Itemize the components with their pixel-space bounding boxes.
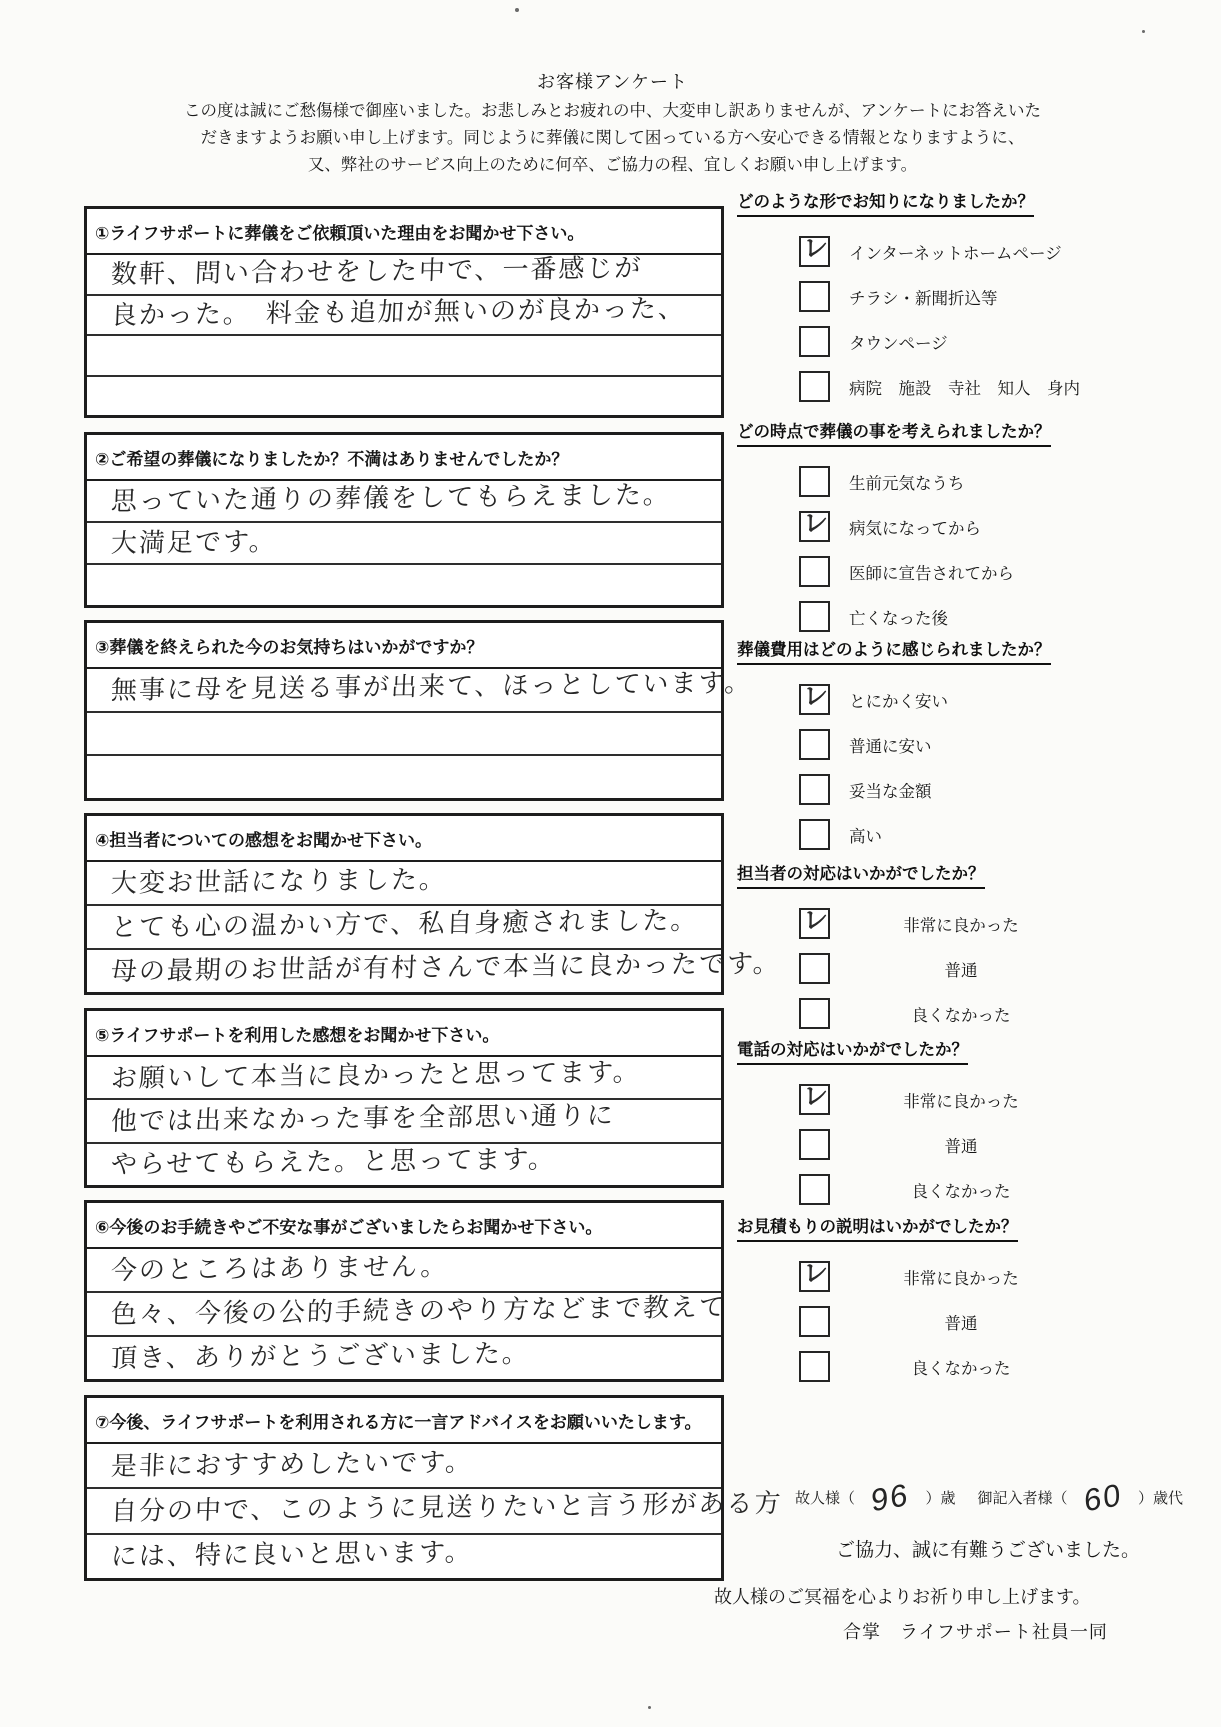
group-3-title: 葬儀費用はどのように感じられましたか？ bbox=[737, 636, 1051, 665]
deceased-age-prefix: 故人様（ bbox=[795, 1489, 856, 1507]
group-1-title: どのような形でお知りになりましたか？ bbox=[737, 188, 1034, 217]
question-box-4 bbox=[84, 813, 782, 995]
handwritten-answer: 色々、今後の公的手続きのやり方などまで教えて bbox=[110, 1291, 728, 1330]
page-title: お客様アンケート bbox=[537, 72, 688, 92]
thanks-message: ご協力、誠に有難うございました。 bbox=[836, 1540, 1141, 1561]
survey-group-how-did-you-learn bbox=[737, 188, 1147, 409]
question-box-2 bbox=[84, 432, 724, 608]
question-3-answer-row-2 bbox=[87, 711, 721, 755]
writer-age-prefix: 御記入者様（ bbox=[977, 1489, 1068, 1507]
checkbox-checked[interactable] bbox=[799, 232, 830, 267]
option-label: 亡くなった後 bbox=[849, 609, 948, 628]
option-label: インターネットホームページ bbox=[849, 244, 1062, 263]
option-label: チラシ・新聞折込等 bbox=[849, 289, 998, 308]
option-row bbox=[737, 549, 1147, 594]
question-4-answer-row-1 bbox=[87, 862, 721, 904]
option-label: 良くなかった bbox=[911, 1182, 1011, 1201]
group-2-title: どの時点で葬儀の事を考えられましたか？ bbox=[737, 418, 1051, 447]
handwritten-answer: 良かった。 料金も追加が無いのが良かった、 bbox=[110, 292, 687, 330]
question-7-label: ⑦今後、ライフサポートを利用される方に一言アドバイスをお願いいたします。 bbox=[87, 1398, 721, 1444]
option-row bbox=[737, 504, 1147, 549]
option-label: 良くなかった bbox=[911, 1006, 1011, 1025]
writer-age-suffix: ）歳代 bbox=[1138, 1489, 1184, 1507]
checkbox[interactable] bbox=[799, 1306, 830, 1337]
option-label: 非常に良かった bbox=[903, 1092, 1019, 1111]
checkbox[interactable] bbox=[799, 819, 830, 850]
option-label: 非常に良かった bbox=[903, 1269, 1019, 1288]
option-label: 生前元気なうち bbox=[849, 474, 965, 493]
handwritten-answer: やらせてもらえた。と思ってます。 bbox=[110, 1143, 557, 1180]
checkbox[interactable] bbox=[799, 953, 830, 984]
handwritten-answer: 頂き、ありがとうございました。 bbox=[110, 1337, 531, 1374]
question-6-answer-row-3 bbox=[87, 1335, 721, 1379]
question-5-answer-row-3 bbox=[87, 1142, 721, 1185]
scan-speck bbox=[1142, 30, 1145, 33]
handwritten-answer: 無事に母を見送る事が出来て、ほっとしています。 bbox=[110, 666, 753, 705]
question-7-answer-row-3 bbox=[87, 1533, 721, 1578]
checkbox[interactable] bbox=[799, 326, 830, 357]
question-2-answer-row-3 bbox=[87, 563, 721, 605]
question-4-label: ④担当者についての感想をお聞かせ下さい。 bbox=[87, 816, 721, 862]
option-label: タウンページ bbox=[849, 334, 948, 353]
checkbox-checked[interactable] bbox=[799, 680, 830, 715]
condolence-message: 故人様のご冥福を心よりお祈り申し上げます。 bbox=[714, 1587, 1091, 1607]
handwritten-answer: 数軒、問い合わせをした中で、一番感じが bbox=[110, 252, 644, 290]
intro-line-3: 又、弊社のサービス向上のために何卒、ご協力の程、宜しくお願い申し上げます。 bbox=[307, 156, 918, 174]
intro-paragraph bbox=[0, 98, 1221, 179]
question-1-answer-row-4 bbox=[87, 375, 721, 416]
checkbox[interactable] bbox=[799, 556, 830, 587]
scan-speck bbox=[648, 1706, 651, 1709]
check-mark: レ bbox=[803, 1080, 828, 1112]
option-label: 妥当な金額 bbox=[849, 782, 932, 801]
checkbox[interactable] bbox=[799, 774, 830, 805]
group-4-title: 担当者の対応はいかがでしたか？ bbox=[737, 860, 985, 889]
question-box-6 bbox=[84, 1200, 728, 1382]
question-2-label: ②ご希望の葬儀になりましたか？不満はありませんでしたか？ bbox=[87, 435, 721, 481]
survey-group-staff-response bbox=[737, 860, 1147, 1036]
handwritten-answer: 母の最期のお世話が有村さんで本当に良かったです。 bbox=[110, 947, 782, 987]
check-mark: レ bbox=[803, 232, 828, 264]
option-row bbox=[737, 459, 1147, 504]
handwritten-answer: 大満足です。 bbox=[110, 525, 278, 559]
survey-group-cost-impression bbox=[737, 636, 1147, 857]
option-row bbox=[737, 594, 1147, 639]
survey-group-estimate-explanation bbox=[737, 1213, 1147, 1389]
option-label: 普通 bbox=[944, 961, 978, 980]
option-row bbox=[737, 1344, 1147, 1389]
handwritten-answer: 他では出来なかった事を全部思い通りに bbox=[110, 1099, 616, 1136]
question-1-label: ①ライフサポートに葬儀をご依頼頂いた理由をお聞かせ下さい。 bbox=[87, 209, 721, 255]
checkbox-checked[interactable] bbox=[799, 1080, 830, 1115]
option-row bbox=[737, 1167, 1147, 1212]
option-label: 病気になってから bbox=[849, 519, 981, 538]
check-mark: レ bbox=[803, 507, 828, 539]
question-box-7 bbox=[84, 1395, 784, 1581]
check-mark: レ bbox=[803, 904, 828, 936]
option-row bbox=[737, 677, 1147, 722]
option-row bbox=[737, 274, 1147, 319]
option-row bbox=[737, 1122, 1147, 1167]
checkbox[interactable] bbox=[799, 281, 830, 312]
option-label: 普通に安い bbox=[849, 737, 932, 756]
option-row bbox=[737, 901, 1147, 946]
option-row bbox=[737, 991, 1147, 1036]
option-label: 高い bbox=[849, 827, 882, 846]
checkbox[interactable] bbox=[799, 601, 830, 632]
checkbox-checked[interactable] bbox=[799, 507, 830, 542]
question-2-answer-row-2 bbox=[87, 521, 721, 563]
handwritten-answer: お願いして本当に良かったと思ってます。 bbox=[110, 1056, 642, 1093]
option-row bbox=[737, 722, 1147, 767]
question-3-answer-row-1 bbox=[87, 666, 753, 711]
option-label: 医師に宣告されてから bbox=[849, 564, 1014, 583]
handwritten-answer: 思っていた通りの葬儀をしてもらえました。 bbox=[110, 479, 672, 517]
group-6-title: お見積もりの説明はいかがでしたか？ bbox=[737, 1213, 1018, 1242]
company-signature: 合掌 ライフサポート社員一同 bbox=[843, 1622, 1108, 1642]
option-row bbox=[737, 946, 1147, 991]
age-line bbox=[795, 1476, 1183, 1518]
question-6-answer-row-1 bbox=[87, 1249, 721, 1291]
checkbox-checked[interactable] bbox=[799, 1257, 830, 1292]
question-box-3 bbox=[84, 620, 753, 801]
intro-line-2: だきますようお願い申し上げます。同じように葬儀に関して困っている方へ安心できる情報となりますように、 bbox=[200, 129, 1025, 147]
option-label: 普通 bbox=[944, 1314, 978, 1333]
writer-age-handwritten: 60 bbox=[1083, 1475, 1123, 1519]
question-1-answer-row-3 bbox=[87, 334, 721, 375]
question-6-answer-row-2 bbox=[87, 1291, 728, 1335]
option-label: とにかく安い bbox=[849, 692, 948, 711]
question-5-answer-row-2 bbox=[87, 1098, 721, 1141]
deceased-age-handwritten: 96 bbox=[870, 1475, 910, 1519]
question-5-answer-row-1 bbox=[87, 1057, 721, 1098]
checkbox[interactable] bbox=[799, 371, 830, 402]
handwritten-answer: 自分の中で、このように見送りたいと言う形がある方 bbox=[110, 1487, 784, 1526]
handwritten-answer: 今のところはありません。 bbox=[110, 1250, 450, 1286]
option-row bbox=[737, 364, 1147, 409]
question-1-answer-row-1 bbox=[87, 252, 721, 294]
question-box-1 bbox=[84, 206, 724, 418]
question-box-5 bbox=[84, 1008, 724, 1188]
option-row bbox=[737, 767, 1147, 812]
deceased-age-suffix: ）歳 bbox=[925, 1489, 956, 1507]
option-label: 病院 施設 寺社 知人 身内 bbox=[849, 379, 1080, 398]
question-6-label: ⑥今後のお手続きやご不安な事がございましたらお聞かせ下さい。 bbox=[87, 1203, 721, 1249]
option-row bbox=[737, 1077, 1147, 1122]
checkbox[interactable] bbox=[799, 1174, 830, 1205]
checkbox[interactable] bbox=[799, 998, 830, 1029]
survey-group-when-considered bbox=[737, 418, 1147, 639]
question-4-answer-row-3 bbox=[87, 947, 782, 992]
survey-group-phone-response bbox=[737, 1036, 1147, 1212]
question-7-answer-row-1 bbox=[87, 1444, 721, 1487]
checkbox[interactable] bbox=[799, 466, 830, 497]
option-row bbox=[737, 812, 1147, 857]
handwritten-answer: 大変お世話になりました。 bbox=[110, 863, 448, 899]
scan-speck bbox=[515, 8, 519, 12]
group-5-title: 電話の対応はいかがでしたか？ bbox=[737, 1036, 968, 1065]
question-2-answer-row-1 bbox=[87, 481, 721, 521]
option-label: 良くなかった bbox=[911, 1359, 1011, 1378]
question-1-answer-row-2 bbox=[87, 294, 721, 335]
option-row bbox=[737, 319, 1147, 364]
option-row bbox=[737, 229, 1147, 274]
option-row bbox=[737, 1299, 1147, 1344]
checkbox[interactable] bbox=[799, 1129, 830, 1160]
question-3-answer-row-3 bbox=[87, 754, 721, 798]
intro-line-1: この度は誠にご愁傷様で御座いました。お悲しみとお疲れの中、大変申し訳ありませんが、アンケートにお答えいた bbox=[183, 102, 1041, 120]
option-label: 普通 bbox=[944, 1137, 978, 1156]
question-3-label: ③葬儀を終えられた今のお気持ちはいかがですか？ bbox=[87, 623, 721, 669]
checkbox[interactable] bbox=[799, 1351, 830, 1382]
handwritten-answer: には、特に良いと思います。 bbox=[110, 1536, 474, 1572]
handwritten-answer: とても心の温かい方で、私自身癒されました。 bbox=[110, 904, 700, 943]
question-7-answer-row-2 bbox=[87, 1487, 784, 1532]
handwritten-answer: 是非におすすめしたいです。 bbox=[110, 1446, 474, 1481]
question-4-answer-row-2 bbox=[87, 904, 721, 948]
check-mark: レ bbox=[803, 1257, 828, 1289]
check-mark: レ bbox=[803, 680, 828, 712]
checkbox[interactable] bbox=[799, 729, 830, 760]
option-label: 非常に良かった bbox=[903, 916, 1019, 935]
option-row bbox=[737, 1254, 1147, 1299]
question-5-label: ⑤ライフサポートを利用した感想をお聞かせ下さい。 bbox=[87, 1011, 721, 1057]
checkbox-checked[interactable] bbox=[799, 904, 830, 939]
